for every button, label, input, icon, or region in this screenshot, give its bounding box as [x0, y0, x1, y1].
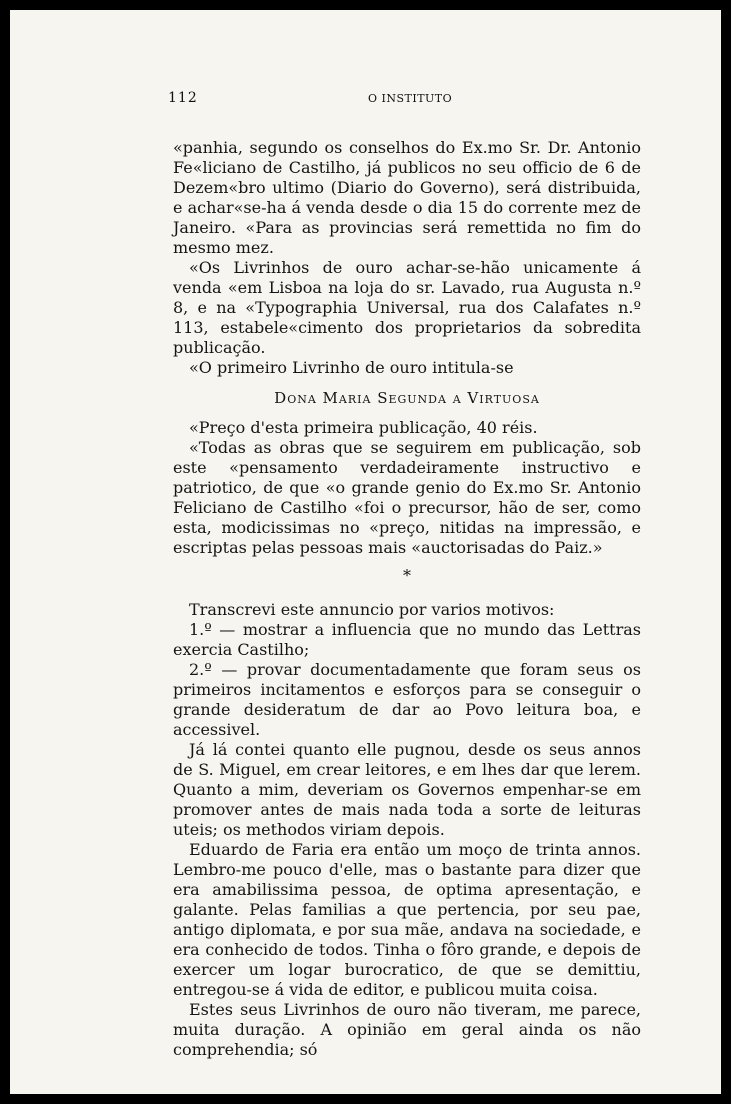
paragraph-3: «O primeiro Livrinho de ouro intitula-se: [189, 358, 514, 377]
paragraph-10: Eduardo de Faria era então um moço de trinta annos. Lembro-me pouco d'elle, mas o bastante para dizer que era amabilissima pessoa, de optima apresentação, e galante. Pelas familias a que pertencia, por seu pae, antigo diplomata, e por sua mãe, andava na sociedade, e era conhecido de todos. Tinha o fôro grande, e depois de exercer um logar burocratico, de que se demittiu, entregou-se á vida de editor, e publicou muita coisa.: [173, 840, 641, 999]
paragraph-2: «Os Livrinhos de ouro achar-se-hão unicamente á venda «em Lisboa na loja do sr. Lavado, rua Augusta n.º 8, e na «Typographia Universal, rua dos Calafates n.º 113, estabele«cimento dos proprietarios da sobredita publicação.: [173, 258, 641, 357]
paragraph-9: Já lá contei quanto elle pugnou, desde os seus annos de S. Miguel, em crear leitores, e em lhes dar que lerem. Quanto a mim, deveriam os Governos empenhar-se em promover antes de mais nada toda a sorte de leituras uteis; os methodos viriam depois.: [173, 740, 641, 839]
paragraph-7: 1.º — mostrar a influencia que no mundo das Lettras exercia Castilho;: [173, 620, 641, 659]
running-title: O INSTITUTO: [368, 92, 453, 105]
page-body: [173, 138, 641, 1060]
paragraph-11: Estes seus Livrinhos de ouro não tiveram, me parece, muita duração. A opinião em geral ainda os não comprehendia; só: [173, 1000, 641, 1059]
book-page: [10, 10, 721, 1094]
page-header: [168, 90, 668, 112]
page-number: 112: [168, 90, 198, 106]
section-heading: Dona Maria Segunda a Virtuosa: [274, 389, 540, 407]
paragraph-1: «panhia, segundo os conselhos do Ex.mo Sr. Dr. Antonio Fe«liciano de Castilho, já publicos no seu officio de 6 de Dezem«bro ultimo (Diario do Governo), será distribuida, e achar«se-ha á venda desde o dia 15 do corrente mez de Janeiro. «Para as provincias será remettida no fim do mesmo mez.: [173, 138, 641, 257]
section-ornament: *: [403, 566, 411, 585]
paragraph-4: «Preço d'esta primeira publicação, 40 réis.: [189, 418, 538, 437]
paragraph-6: Transcrevi este annuncio por varios motivos:: [189, 600, 555, 619]
paragraph-8: 2.º — provar documentadamente que foram seus os primeiros incitamentos e esforços para se conseguir o grande desideratum de dar ao Povo leitura boa, e accessivel.: [173, 660, 641, 739]
paragraph-5: «Todas as obras que se seguirem em publicação, sob este «pensamento verdadeiramente instructivo e patriotico, de que «o grande genio do Ex.mo Sr. Antonio Feliciano de Castilho «foi o precursor, hão de ser, como esta, modicissimas no «preço, nitidas na impressão, e escriptas pelas pessoas mais «auctorisadas do Paiz.»: [173, 438, 641, 557]
